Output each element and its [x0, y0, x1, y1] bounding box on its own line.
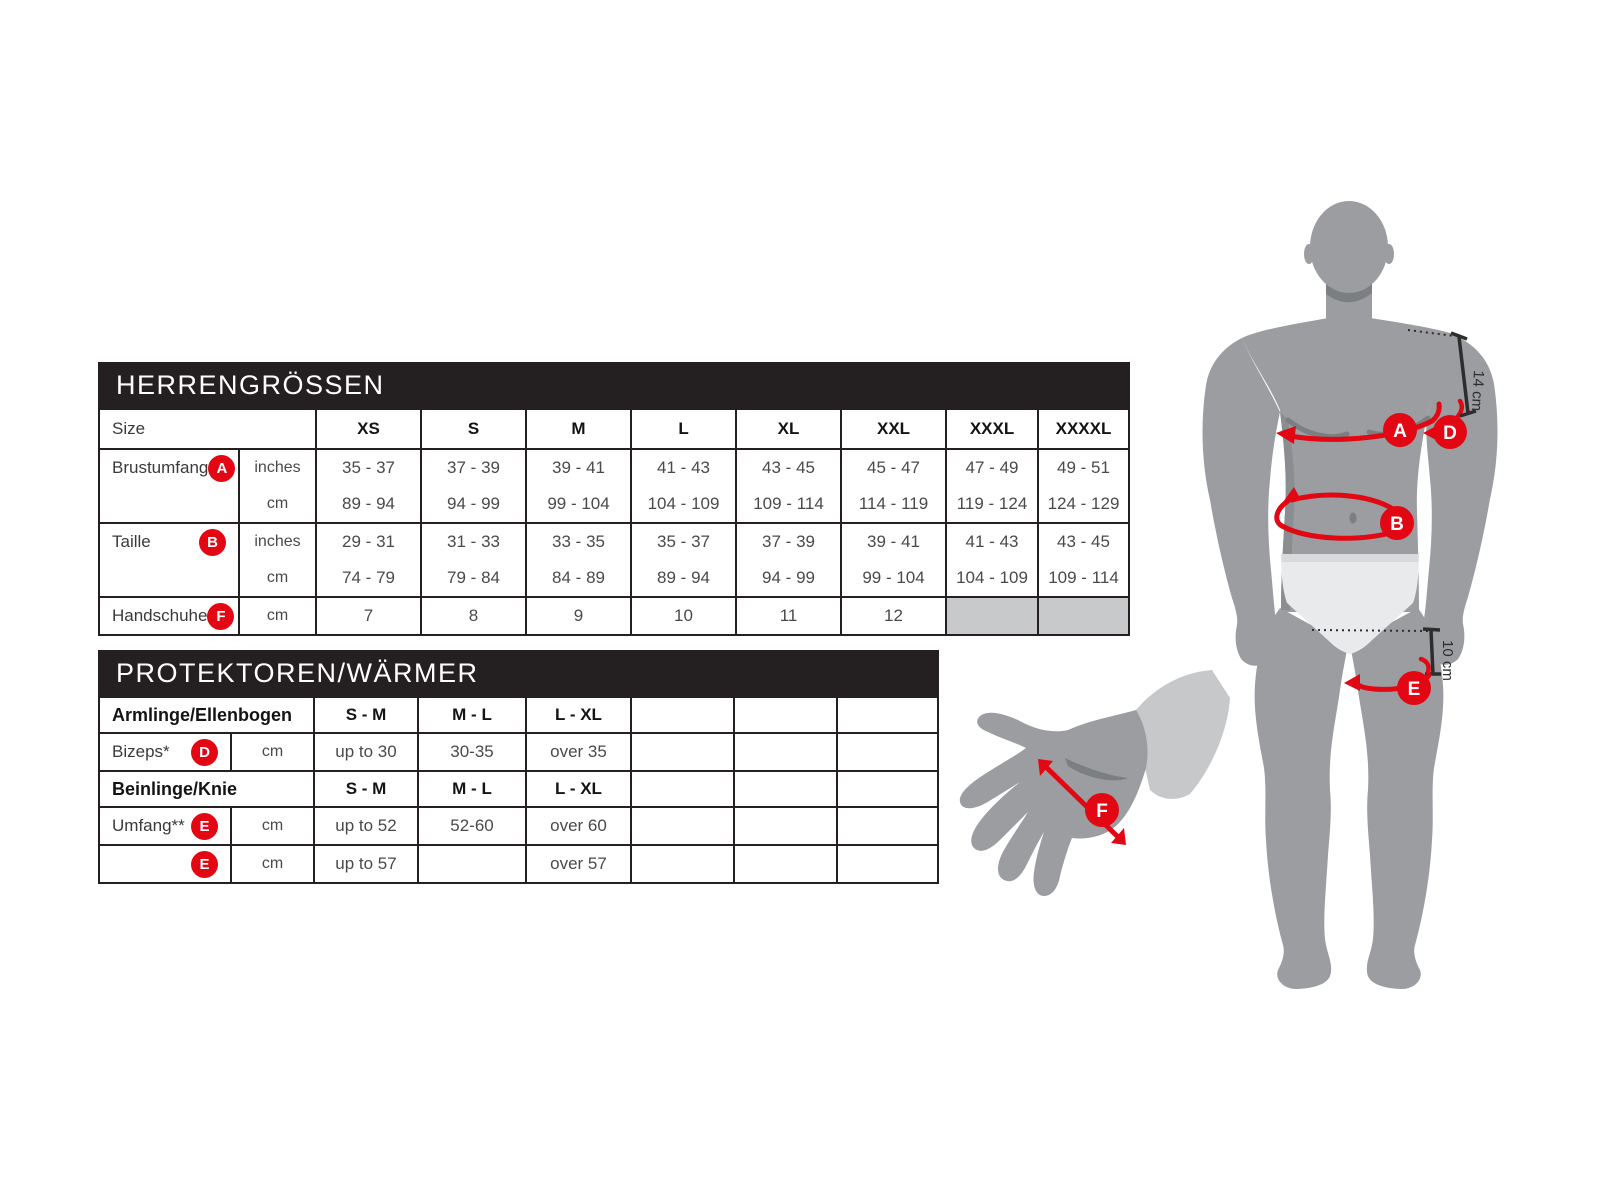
hand-forearm — [1136, 670, 1230, 799]
empty-cell — [631, 807, 734, 845]
unit-cell: cm — [231, 845, 314, 883]
col-m-l: M - L — [418, 697, 526, 733]
handschuhe-row — [99, 597, 1129, 635]
value-cell: 35 - 37 — [631, 523, 736, 560]
herren-table — [98, 408, 1130, 636]
bizeps-row — [99, 733, 938, 771]
figure-left-ear — [1304, 244, 1314, 264]
value-cell: 94 - 99 — [421, 486, 526, 523]
col-l-xl: L - XL — [526, 697, 631, 733]
empty-cell — [631, 697, 734, 733]
value-cell: over 60 — [526, 807, 631, 845]
chest-marker-letter: A — [1393, 421, 1407, 442]
herren-table-title-bar — [98, 362, 1130, 408]
hand-palm — [960, 710, 1148, 896]
value-cell: 89 - 94 — [316, 486, 421, 523]
value-cell: 114 - 119 — [841, 486, 946, 523]
empty-cell — [734, 845, 837, 883]
taille-inches-row — [99, 523, 1129, 560]
protektoren-table-title: PROTEKTOREN/WÄRMER — [116, 657, 479, 688]
value-cell: 43 - 45 — [736, 449, 841, 486]
bizeps-label-cell — [99, 733, 231, 771]
bicep-distance-label: 14 cm — [1467, 369, 1487, 412]
value-cell: 104 - 109 — [946, 560, 1038, 597]
value-cell: over 57 — [526, 845, 631, 883]
figure-left-arm — [1203, 338, 1280, 666]
size-col-xxl: XXL — [841, 409, 946, 449]
value-cell: 74 - 79 — [316, 560, 421, 597]
size-header-row — [99, 409, 1129, 449]
brustumfang-cm-row — [99, 486, 1129, 523]
empty-cell — [837, 733, 938, 771]
brustumfang-label: Brustumfang — [112, 458, 209, 477]
umfang-label: Umfang** — [112, 816, 185, 835]
empty-cell — [734, 807, 837, 845]
bicep-marker-letter: D — [1443, 423, 1457, 444]
unit-cell: cm — [239, 486, 316, 523]
size-col-xxxl: XXXL — [946, 409, 1038, 449]
herren-table-title: HERRENGRÖSSEN — [116, 369, 385, 400]
value-cell: 35 - 37 — [316, 449, 421, 486]
waist-marker-letter: B — [1390, 514, 1404, 535]
armlinge-header-cell: Armlinge/Ellenbogen — [99, 697, 314, 733]
protektoren-table-section — [98, 650, 939, 884]
size-col-xxxxl: XXXXL — [1038, 409, 1129, 449]
hand-marker-letter: F — [1096, 801, 1108, 822]
col-l-xl: L - XL — [526, 771, 631, 807]
value-cell: 10 — [631, 597, 736, 635]
value-cell: 99 - 104 — [526, 486, 631, 523]
figure-right-ear — [1384, 244, 1394, 264]
beinlinge-header-row — [99, 771, 938, 807]
herren-table-section — [98, 362, 1130, 636]
value-cell: 31 - 33 — [421, 523, 526, 560]
handschuhe-label: Handschuhe — [112, 606, 208, 625]
hand-measurement-figure — [940, 668, 1230, 908]
marker-e-badge: E — [191, 851, 218, 878]
taille-label: Taille — [112, 532, 151, 551]
value-cell: 94 - 99 — [736, 560, 841, 597]
value-cell: 89 - 94 — [631, 560, 736, 597]
value-cell: 109 - 114 — [736, 486, 841, 523]
unit-cell: inches — [239, 523, 316, 560]
empty-cell — [631, 733, 734, 771]
umfang-row — [99, 807, 938, 845]
value-cell: 37 - 39 — [736, 523, 841, 560]
protektoren-table-title-bar — [98, 650, 939, 696]
umfang-extra-row — [99, 845, 938, 883]
value-cell: 124 - 129 — [1038, 486, 1129, 523]
marker-e-badge: E — [191, 813, 218, 840]
value-cell: 52-60 — [418, 807, 526, 845]
figure-navel — [1350, 513, 1357, 524]
value-cell: 79 - 84 — [421, 560, 526, 597]
col-m-l: M - L — [418, 771, 526, 807]
col-s-m: S - M — [314, 697, 418, 733]
armlinge-header-row — [99, 697, 938, 733]
empty-cell — [631, 771, 734, 807]
beinlinge-header-cell: Beinlinge/Knie — [99, 771, 314, 807]
value-cell: 39 - 41 — [526, 449, 631, 486]
protektoren-table — [98, 696, 939, 884]
value-cell: 12 — [841, 597, 946, 635]
unit-cell: cm — [239, 597, 316, 635]
unit-cell: inches — [239, 449, 316, 486]
figure-briefs-waistband — [1281, 554, 1419, 562]
value-cell: 11 — [736, 597, 841, 635]
marker-f-badge: F — [207, 603, 234, 630]
value-cell: 7 — [316, 597, 421, 635]
col-s-m: S - M — [314, 771, 418, 807]
marker-b-badge: B — [199, 529, 226, 556]
value-cell: 104 - 109 — [631, 486, 736, 523]
value-cell: up to 57 — [314, 845, 418, 883]
disabled-cell — [946, 597, 1038, 635]
value-cell: 33 - 35 — [526, 523, 631, 560]
empty-cell — [734, 697, 837, 733]
value-cell: 39 - 41 — [841, 523, 946, 560]
value-cell: 43 - 45 — [1038, 523, 1129, 560]
value-cell: 41 - 43 — [946, 523, 1038, 560]
size-col-xs: XS — [316, 409, 421, 449]
empty-cell — [837, 771, 938, 807]
size-col-l: L — [631, 409, 736, 449]
taille-cm-row — [99, 560, 1129, 597]
unit-cell: cm — [231, 733, 314, 771]
value-cell: over 35 — [526, 733, 631, 771]
value-cell: 47 - 49 — [946, 449, 1038, 486]
figure-head — [1310, 201, 1388, 293]
unit-cell: cm — [239, 560, 316, 597]
value-cell: 119 - 124 — [946, 486, 1038, 523]
value-cell: 84 - 89 — [526, 560, 631, 597]
empty-cell — [837, 807, 938, 845]
umfang-label-cell — [99, 807, 231, 845]
empty-cell — [837, 845, 938, 883]
size-col-xl: XL — [736, 409, 841, 449]
bizeps-label: Bizeps* — [112, 742, 170, 761]
empty-cell — [734, 733, 837, 771]
value-cell: 8 — [421, 597, 526, 635]
handschuhe-label-cell — [99, 597, 239, 635]
marker-d-badge: D — [191, 739, 218, 766]
value-cell: 109 - 114 — [1038, 560, 1129, 597]
value-cell: 99 - 104 — [841, 560, 946, 597]
value-cell: 41 - 43 — [631, 449, 736, 486]
marker-a-badge: A — [208, 455, 235, 482]
brustumfang-inches-row — [99, 449, 1129, 486]
empty-cell — [631, 845, 734, 883]
umfang-extra-label-cell — [99, 845, 231, 883]
thigh-distance-label: 10 cm — [1439, 640, 1456, 681]
size-label-cell: Size — [99, 409, 316, 449]
value-cell: 9 — [526, 597, 631, 635]
value-cell: 37 - 39 — [421, 449, 526, 486]
empty-cell — [734, 771, 837, 807]
thigh-marker-letter: E — [1407, 679, 1421, 700]
disabled-cell — [1038, 597, 1129, 635]
value-cell — [418, 845, 526, 883]
size-col-s: S — [421, 409, 526, 449]
value-cell: up to 30 — [314, 733, 418, 771]
size-col-m: M — [526, 409, 631, 449]
value-cell: 45 - 47 — [841, 449, 946, 486]
empty-cell — [837, 697, 938, 733]
brustumfang-label-cell — [99, 449, 239, 523]
value-cell: 30-35 — [418, 733, 526, 771]
thigh-arrowhead — [1344, 674, 1360, 691]
taille-label-cell — [99, 523, 239, 597]
value-cell: 49 - 51 — [1038, 449, 1129, 486]
figure-left-leg — [1255, 608, 1348, 989]
unit-cell: cm — [231, 807, 314, 845]
value-cell: 29 - 31 — [316, 523, 421, 560]
value-cell: up to 52 — [314, 807, 418, 845]
